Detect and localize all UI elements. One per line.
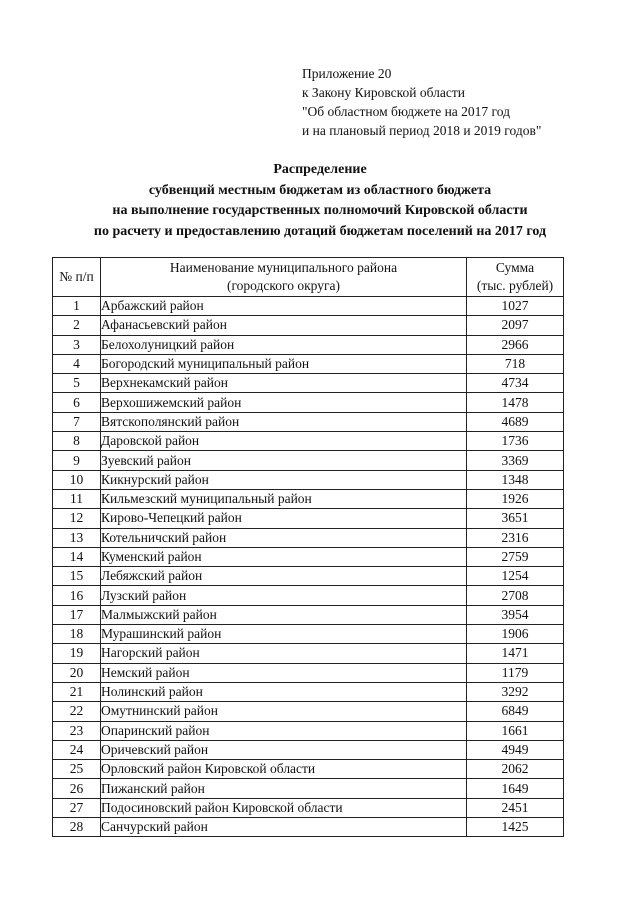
amount: 2708 bbox=[467, 586, 564, 605]
row-number: 13 bbox=[53, 528, 101, 547]
amount: 4689 bbox=[467, 412, 564, 431]
row-number: 23 bbox=[53, 721, 101, 740]
table-row bbox=[53, 798, 564, 817]
district-name: Кикнурский район bbox=[101, 470, 467, 489]
amount: 1027 bbox=[467, 297, 564, 316]
row-number: 12 bbox=[53, 509, 101, 528]
row-number: 9 bbox=[53, 451, 101, 470]
district-name: Нагорский район bbox=[101, 644, 467, 663]
table-row bbox=[53, 489, 564, 508]
table-row bbox=[53, 432, 564, 451]
district-name: Верхнекамский район bbox=[101, 374, 467, 393]
table-row bbox=[53, 625, 564, 644]
district-name: Котельничский район bbox=[101, 528, 467, 547]
table-row bbox=[53, 740, 564, 759]
row-number: 10 bbox=[53, 470, 101, 489]
table-row bbox=[53, 702, 564, 721]
appendix-header bbox=[302, 64, 541, 140]
table-row bbox=[53, 354, 564, 373]
district-name: Арбажский район bbox=[101, 297, 467, 316]
header-number-label: № п/п bbox=[59, 269, 94, 284]
header-sum-line2: (тыс. рублей) bbox=[476, 278, 554, 293]
district-name: Опаринский район bbox=[101, 721, 467, 740]
row-number: 7 bbox=[53, 412, 101, 431]
row-number: 24 bbox=[53, 740, 101, 759]
title-line: по расчету и предоставлению дотаций бюджетам поселений на 2017 год bbox=[93, 223, 547, 239]
district-name: Афанасьевский район bbox=[101, 316, 467, 335]
district-name: Мурашинский район bbox=[101, 625, 467, 644]
amount: 1179 bbox=[467, 663, 564, 682]
header-sum bbox=[467, 258, 564, 297]
appendix-line: к Закону Кировской области bbox=[302, 85, 466, 100]
header-name-line1: Наименование муниципального района bbox=[169, 260, 398, 275]
amount: 1425 bbox=[467, 818, 564, 837]
district-name: Вятскополянский район bbox=[101, 412, 467, 431]
amount: 1736 bbox=[467, 432, 564, 451]
row-number: 1 bbox=[53, 297, 101, 316]
district-name: Омутнинский район bbox=[101, 702, 467, 721]
district-name: Белохолуницкий район bbox=[101, 335, 467, 354]
amount: 1906 bbox=[467, 625, 564, 644]
table-row bbox=[53, 663, 564, 682]
table-row bbox=[53, 644, 564, 663]
amount: 1471 bbox=[467, 644, 564, 663]
row-number: 22 bbox=[53, 702, 101, 721]
row-number: 26 bbox=[53, 779, 101, 798]
amount: 6849 bbox=[467, 702, 564, 721]
table-row bbox=[53, 335, 564, 354]
header-sum-line1: Сумма bbox=[495, 260, 535, 275]
table-row bbox=[53, 567, 564, 586]
row-number: 4 bbox=[53, 354, 101, 373]
amount: 4734 bbox=[467, 374, 564, 393]
table-row bbox=[53, 818, 564, 837]
row-number: 5 bbox=[53, 374, 101, 393]
row-number: 17 bbox=[53, 605, 101, 624]
amount: 2316 bbox=[467, 528, 564, 547]
title-line: на выполнение государственных полномочий Кировской области bbox=[112, 203, 528, 218]
table-row bbox=[53, 316, 564, 335]
amount: 718 bbox=[467, 354, 564, 373]
title-line: субвенций местным бюджетам из областного бюджета bbox=[148, 182, 492, 198]
amount: 2451 bbox=[467, 798, 564, 817]
amount: 1661 bbox=[467, 721, 564, 740]
row-number: 15 bbox=[53, 567, 101, 586]
district-name: Куменский район bbox=[101, 547, 467, 566]
table-row bbox=[53, 470, 564, 489]
distribution-table bbox=[52, 257, 564, 837]
amount: 2966 bbox=[467, 335, 564, 354]
row-number: 18 bbox=[53, 625, 101, 644]
row-number: 25 bbox=[53, 760, 101, 779]
table-row bbox=[53, 721, 564, 740]
amount: 2759 bbox=[467, 547, 564, 566]
row-number: 20 bbox=[53, 663, 101, 682]
table-row bbox=[53, 547, 564, 566]
row-number: 21 bbox=[53, 682, 101, 701]
district-name: Нолинский район bbox=[101, 682, 467, 701]
row-number: 14 bbox=[53, 547, 101, 566]
amount: 1926 bbox=[467, 489, 564, 508]
district-name: Зуевский район bbox=[101, 451, 467, 470]
amount: 3651 bbox=[467, 509, 564, 528]
district-name: Верхошижемский район bbox=[101, 393, 467, 412]
title-line: Распределение bbox=[273, 162, 367, 177]
header-name-line2: (городского округа) bbox=[226, 278, 341, 293]
row-number: 8 bbox=[53, 432, 101, 451]
amount: 1478 bbox=[467, 393, 564, 412]
document-title bbox=[40, 160, 600, 242]
table-row bbox=[53, 374, 564, 393]
table-row bbox=[53, 451, 564, 470]
amount: 3369 bbox=[467, 451, 564, 470]
header-number bbox=[53, 258, 101, 297]
district-name: Санчурский район bbox=[101, 818, 467, 837]
district-name: Пижанский район bbox=[101, 779, 467, 798]
amount: 2097 bbox=[467, 316, 564, 335]
table-row bbox=[53, 412, 564, 431]
amount: 1348 bbox=[467, 470, 564, 489]
appendix-line: и на плановый период 2018 и 2019 годов" bbox=[302, 123, 542, 138]
table-row bbox=[53, 393, 564, 412]
appendix-line: "Об областном бюджете на 2017 год bbox=[302, 104, 510, 119]
row-number: 11 bbox=[53, 489, 101, 508]
amount: 2062 bbox=[467, 760, 564, 779]
district-name: Оричевский район bbox=[101, 740, 467, 759]
appendix-line: Приложение 20 bbox=[302, 66, 392, 81]
amount: 1254 bbox=[467, 567, 564, 586]
amount: 1649 bbox=[467, 779, 564, 798]
table-row bbox=[53, 605, 564, 624]
district-name: Кильмезский муниципальный район bbox=[101, 489, 467, 508]
district-name: Лузский район bbox=[101, 586, 467, 605]
table-row bbox=[53, 509, 564, 528]
row-number: 3 bbox=[53, 335, 101, 354]
table-body bbox=[53, 297, 564, 837]
table-row bbox=[53, 297, 564, 316]
table-header-row bbox=[53, 258, 564, 297]
row-number: 6 bbox=[53, 393, 101, 412]
district-name: Даровской район bbox=[101, 432, 467, 451]
table-row bbox=[53, 528, 564, 547]
amount: 4949 bbox=[467, 740, 564, 759]
row-number: 19 bbox=[53, 644, 101, 663]
district-name: Богородский муниципальный район bbox=[101, 354, 467, 373]
district-name: Орловский район Кировской области bbox=[101, 760, 467, 779]
amount: 3954 bbox=[467, 605, 564, 624]
table-row bbox=[53, 682, 564, 701]
amount: 3292 bbox=[467, 682, 564, 701]
row-number: 28 bbox=[53, 818, 101, 837]
table-row bbox=[53, 760, 564, 779]
district-name: Малмыжский район bbox=[101, 605, 467, 624]
row-number: 27 bbox=[53, 798, 101, 817]
table-row bbox=[53, 779, 564, 798]
table-row bbox=[53, 586, 564, 605]
district-name: Лебяжский район bbox=[101, 567, 467, 586]
district-name: Кирово-Чепецкий район bbox=[101, 509, 467, 528]
row-number: 2 bbox=[53, 316, 101, 335]
header-name bbox=[101, 258, 467, 297]
district-name: Подосиновский район Кировской области bbox=[101, 798, 467, 817]
row-number: 16 bbox=[53, 586, 101, 605]
district-name: Немский район bbox=[101, 663, 467, 682]
